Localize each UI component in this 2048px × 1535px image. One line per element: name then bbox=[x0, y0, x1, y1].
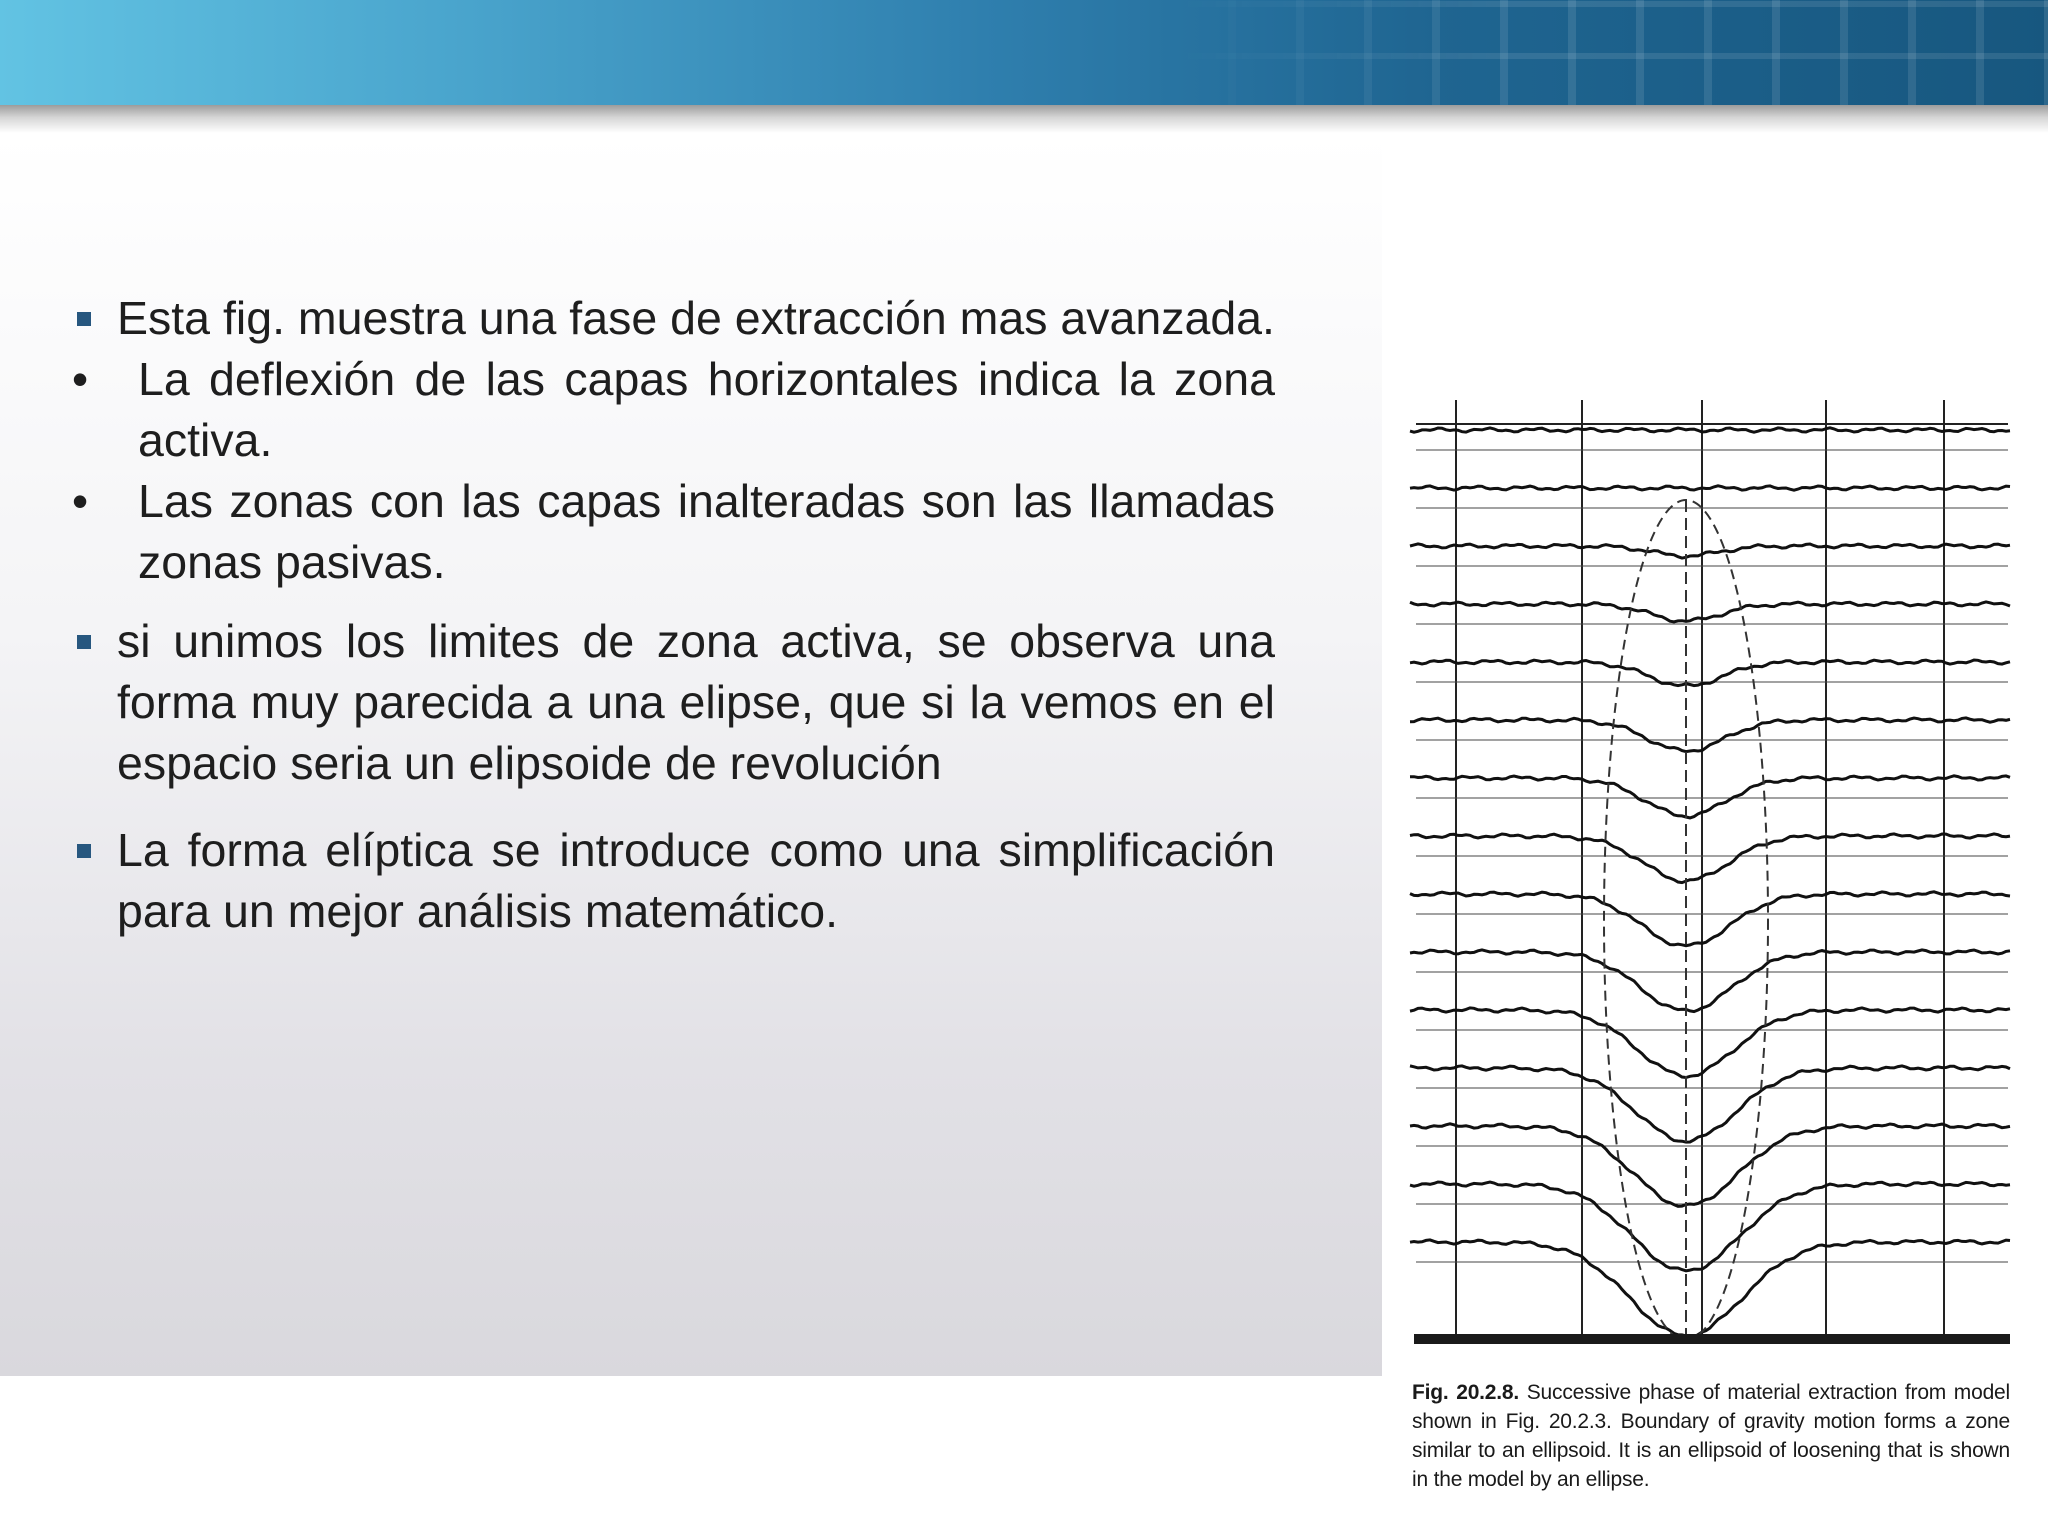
bullet-text: La forma elíptica se introduce como una simplificación para un mejor análisis matemático. bbox=[117, 824, 1275, 937]
bullet-list bbox=[60, 288, 1275, 942]
layer-curve bbox=[1410, 950, 2010, 1012]
bullet-item bbox=[60, 349, 1275, 471]
bullet-item bbox=[60, 288, 1275, 349]
layer-curve bbox=[1410, 892, 2010, 946]
bullet-item bbox=[60, 820, 1275, 942]
layer-curve bbox=[1410, 718, 2010, 752]
dot-bullet-icon: • bbox=[72, 475, 89, 527]
layer-curve bbox=[1410, 602, 2010, 622]
caption-text: Successive phase of material extraction from model shown in Fig. 20.2.3. Boundary of gravity motion forms a zone similar to an ellipsoid. It is an ellipsoid of loosening that is shown in the model by an ellipse. bbox=[1412, 1381, 2010, 1491]
deflection-layers-drawing bbox=[1396, 390, 2036, 1350]
figure-caption bbox=[1412, 1378, 2010, 1494]
figure-ellipsoid-model bbox=[1396, 390, 2036, 1530]
bullet-text: si unimos los limites de zona activa, se observa una forma muy parecida a una elipse, que si la vemos en el espacio seria un elipsoide de revolución bbox=[117, 615, 1275, 789]
bullet-item bbox=[60, 611, 1275, 794]
layer-curve bbox=[1410, 1066, 2010, 1142]
bullet-item bbox=[60, 471, 1275, 593]
base-layer bbox=[1414, 1334, 2010, 1344]
layer-curve bbox=[1410, 544, 2010, 558]
square-bullet-icon bbox=[77, 312, 91, 326]
layer-curve bbox=[1410, 1182, 2010, 1271]
header-band bbox=[0, 0, 2048, 105]
square-bullet-icon bbox=[77, 844, 91, 858]
bullet-text: Las zonas con las capas inalteradas son las llamadas zonas pasivas. bbox=[138, 475, 1275, 588]
square-bullet-icon bbox=[77, 635, 91, 649]
header-tile-pattern bbox=[1168, 0, 2048, 105]
header-shadow bbox=[0, 105, 2048, 133]
layer-curve bbox=[1410, 428, 2010, 432]
layer-curve bbox=[1410, 1124, 2010, 1207]
caption-label: Fig. 20.2.8. bbox=[1412, 1381, 1520, 1404]
dot-bullet-icon: • bbox=[72, 353, 89, 405]
layer-curve bbox=[1410, 776, 2010, 818]
bullet-text: La deflexión de las capas horizontales indica la zona activa. bbox=[138, 353, 1275, 466]
layer-curve bbox=[1410, 486, 2010, 490]
layer-curve bbox=[1410, 834, 2010, 883]
bullet-text: Esta fig. muestra una fase de extracción mas avanzada. bbox=[117, 292, 1275, 344]
